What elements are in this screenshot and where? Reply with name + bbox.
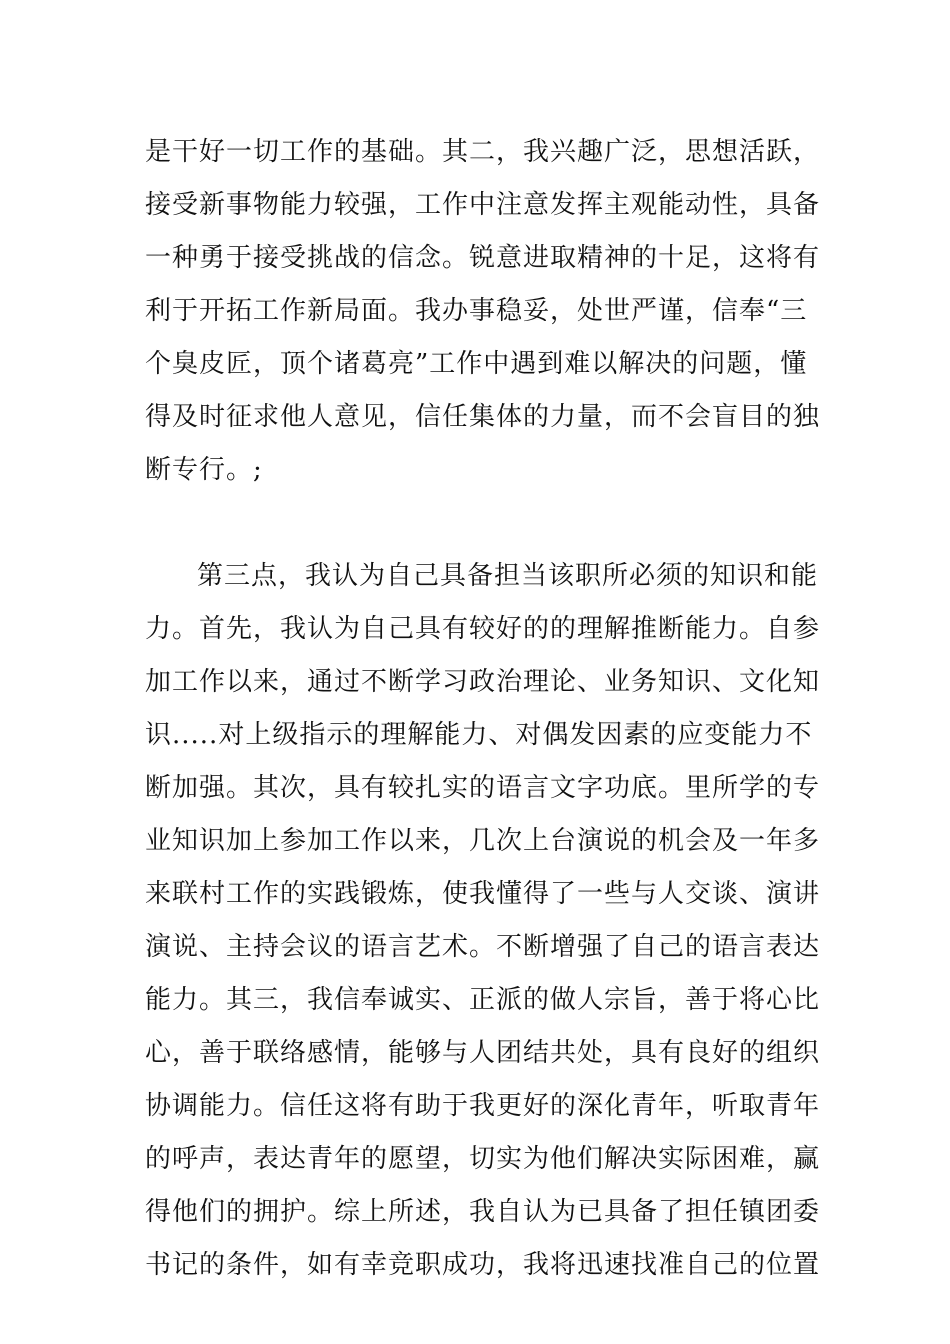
paragraph-line: 个臭皮匠，顶个诸葛亮”工作中遇到难以解决的问题，懂 [145, 349, 808, 379]
paragraph-line: 是干好一切工作的基础。其二，我兴趣广泛，思想活跃， [145, 137, 821, 167]
paragraph-line: 第三点，我认为自己具备担当该职所必须的知识和能 [197, 561, 819, 591]
paragraph-line: 接受新事物能力较强，工作中注意发挥主观能动性，具备 [145, 190, 821, 220]
paragraph-line: 力。首先，我认为自己具有较好的的理解推断能力。自参 [145, 614, 821, 644]
paragraph-line: 的呼声，表达青年的愿望，切实为他们解决实际困难，赢 [145, 1144, 821, 1174]
paragraph-line: 识.....对上级指示的理解能力、对偶发因素的应变能力不 [145, 720, 813, 750]
paragraph-line: 得及时征求他人意见，信任集体的力量，而不会盲目的独 [145, 402, 821, 432]
paragraph-line: 断专行。; [145, 455, 263, 485]
paragraph-line: 业知识加上参加工作以来，几次上台演说的机会及一年多 [145, 826, 821, 856]
paragraph-line: 加工作以来，通过不断学习政治理论、业务知识、文化知 [145, 667, 821, 697]
paragraph-line: 演说、主持会议的语言艺术。不断增强了自己的语言表达 [145, 932, 821, 962]
paragraph-line: 断加强。其次，具有较扎实的语言文字功底。里所学的专 [145, 773, 821, 803]
paragraph-line: 得他们的拥护。综上所述，我自认为已具备了担任镇团委 [145, 1197, 821, 1227]
paragraph-line: 心，善于联络感情，能够与人团结共处，具有良好的组织 [145, 1038, 821, 1068]
paragraph-line: 能力。其三，我信奉诚实、正派的做人宗旨，善于将心比 [145, 985, 821, 1015]
paragraph-line: 来联村工作的实践锻炼，使我懂得了一些与人交谈、演讲 [145, 879, 821, 909]
paragraph-line: 利于开拓工作新局面。我办事稳妥，处世严谨，信奉“三 [145, 296, 808, 326]
paragraph-line: 一种勇于接受挑战的信念。锐意进取精神的十足，这将有 [145, 243, 821, 273]
paragraph-line: 书记的条件，如有幸竞职成功，我将迅速找准自己的位置 [145, 1250, 821, 1280]
paragraph-line: 协调能力。信任这将有助于我更好的深化青年，听取青年 [145, 1091, 821, 1121]
